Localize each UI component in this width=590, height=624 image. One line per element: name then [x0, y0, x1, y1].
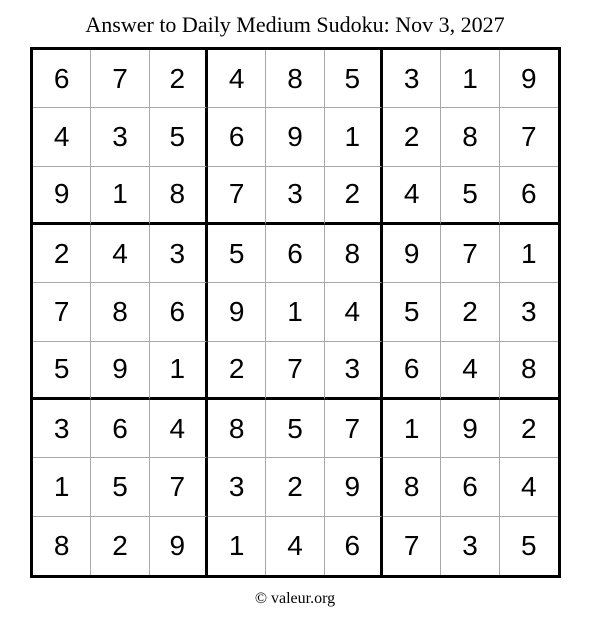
sudoku-cell-r2c6: 1 [325, 108, 383, 166]
sudoku-cell-r3c9: 6 [500, 167, 558, 225]
sudoku-cell-r8c7: 8 [383, 458, 441, 516]
sudoku-cell-r4c8: 7 [441, 225, 499, 283]
sudoku-cell-r5c5: 1 [266, 283, 324, 341]
sudoku-cell-r5c3: 6 [150, 283, 208, 341]
sudoku-cell-r5c6: 4 [325, 283, 383, 341]
sudoku-cell-r9c3: 9 [150, 517, 208, 575]
sudoku-cell-r8c9: 4 [500, 458, 558, 516]
sudoku-cell-r6c5: 7 [266, 342, 324, 400]
sudoku-cell-r5c9: 3 [500, 283, 558, 341]
sudoku-cell-r9c4: 1 [208, 517, 266, 575]
sudoku-cell-r6c8: 4 [441, 342, 499, 400]
sudoku-cell-r8c1: 1 [33, 458, 91, 516]
sudoku-cell-r3c2: 1 [91, 167, 149, 225]
sudoku-cell-r3c6: 2 [325, 167, 383, 225]
sudoku-cell-r4c7: 9 [383, 225, 441, 283]
sudoku-cell-r3c4: 7 [208, 167, 266, 225]
sudoku-cell-r5c4: 9 [208, 283, 266, 341]
sudoku-cell-r9c8: 3 [441, 517, 499, 575]
sudoku-board [30, 47, 561, 578]
sudoku-cell-r2c5: 9 [266, 108, 324, 166]
sudoku-cell-r7c1: 3 [33, 400, 91, 458]
page-title: Answer to Daily Medium Sudoku: Nov 3, 2027 [85, 12, 505, 37]
sudoku-cell-r1c3: 2 [150, 50, 208, 108]
sudoku-cell-r5c1: 7 [33, 283, 91, 341]
sudoku-grid [33, 50, 558, 575]
sudoku-cell-r6c7: 6 [383, 342, 441, 400]
sudoku-cell-r1c2: 7 [91, 50, 149, 108]
sudoku-cell-r7c7: 1 [383, 400, 441, 458]
sudoku-cell-r8c8: 6 [441, 458, 499, 516]
sudoku-cell-r6c4: 2 [208, 342, 266, 400]
sudoku-cell-r2c1: 4 [33, 108, 91, 166]
sudoku-cell-r6c1: 5 [33, 342, 91, 400]
sudoku-cell-r4c1: 2 [33, 225, 91, 283]
sudoku-cell-r8c2: 5 [91, 458, 149, 516]
sudoku-cell-r6c6: 3 [325, 342, 383, 400]
sudoku-cell-r2c7: 2 [383, 108, 441, 166]
sudoku-cell-r6c2: 9 [91, 342, 149, 400]
sudoku-cell-r8c3: 7 [150, 458, 208, 516]
sudoku-cell-r5c8: 2 [441, 283, 499, 341]
sudoku-cell-r2c4: 6 [208, 108, 266, 166]
sudoku-cell-r7c4: 8 [208, 400, 266, 458]
sudoku-cell-r4c9: 1 [500, 225, 558, 283]
sudoku-cell-r7c2: 6 [91, 400, 149, 458]
sudoku-cell-r9c1: 8 [33, 517, 91, 575]
sudoku-cell-r1c1: 6 [33, 50, 91, 108]
sudoku-cell-r7c9: 2 [500, 400, 558, 458]
sudoku-cell-r9c2: 2 [91, 517, 149, 575]
sudoku-cell-r8c4: 3 [208, 458, 266, 516]
footer-credit: © valeur.org [254, 590, 336, 607]
sudoku-cell-r8c5: 2 [266, 458, 324, 516]
sudoku-cell-r4c3: 3 [150, 225, 208, 283]
sudoku-cell-r1c6: 5 [325, 50, 383, 108]
sudoku-cell-r9c9: 5 [521, 529, 537, 561]
sudoku-cell-r2c3: 5 [150, 108, 208, 166]
sudoku-cell-r7c8: 9 [441, 400, 499, 458]
sudoku-cell-r8c6: 9 [325, 458, 383, 516]
sudoku-cell-r1c4: 4 [208, 50, 266, 108]
sudoku-cell-r7c6: 7 [325, 400, 383, 458]
sudoku-cell-r9c7: 7 [383, 517, 441, 575]
sudoku-cell-r6c9: 8 [500, 342, 558, 400]
sudoku-cell-r7c3: 4 [150, 400, 208, 458]
sudoku-cell-r1c7: 3 [383, 50, 441, 108]
sudoku-cell-r2c9: 7 [500, 108, 558, 166]
sudoku-cell-r4c6: 8 [325, 225, 383, 283]
sudoku-cell-r3c7: 4 [383, 167, 441, 225]
sudoku-cell-r6c3: 1 [150, 342, 208, 400]
sudoku-cell-r1c8: 1 [441, 50, 499, 108]
sudoku-cell-r9c5: 4 [266, 517, 324, 575]
sudoku-cell-r1c9: 9 [500, 50, 558, 108]
sudoku-cell-r4c5: 6 [266, 225, 324, 283]
sudoku-cell-r2c2: 3 [91, 108, 149, 166]
sudoku-cell-r5c7: 5 [383, 283, 441, 341]
sudoku-cell-r1c5: 8 [266, 50, 324, 108]
sudoku-cell-r7c5: 5 [266, 400, 324, 458]
sudoku-cell-r3c5: 3 [266, 167, 324, 225]
sudoku-cell-r4c2: 4 [91, 225, 149, 283]
sudoku-cell-r5c2: 8 [91, 283, 149, 341]
sudoku-cell-r3c8: 5 [441, 167, 499, 225]
sudoku-cell-r9c6: 6 [325, 517, 383, 575]
sudoku-cell-r4c4: 5 [208, 225, 266, 283]
sudoku-cell-r2c8: 8 [441, 108, 499, 166]
sudoku-cell-r3c1: 9 [33, 167, 91, 225]
sudoku-cell-r3c3: 8 [150, 167, 208, 225]
